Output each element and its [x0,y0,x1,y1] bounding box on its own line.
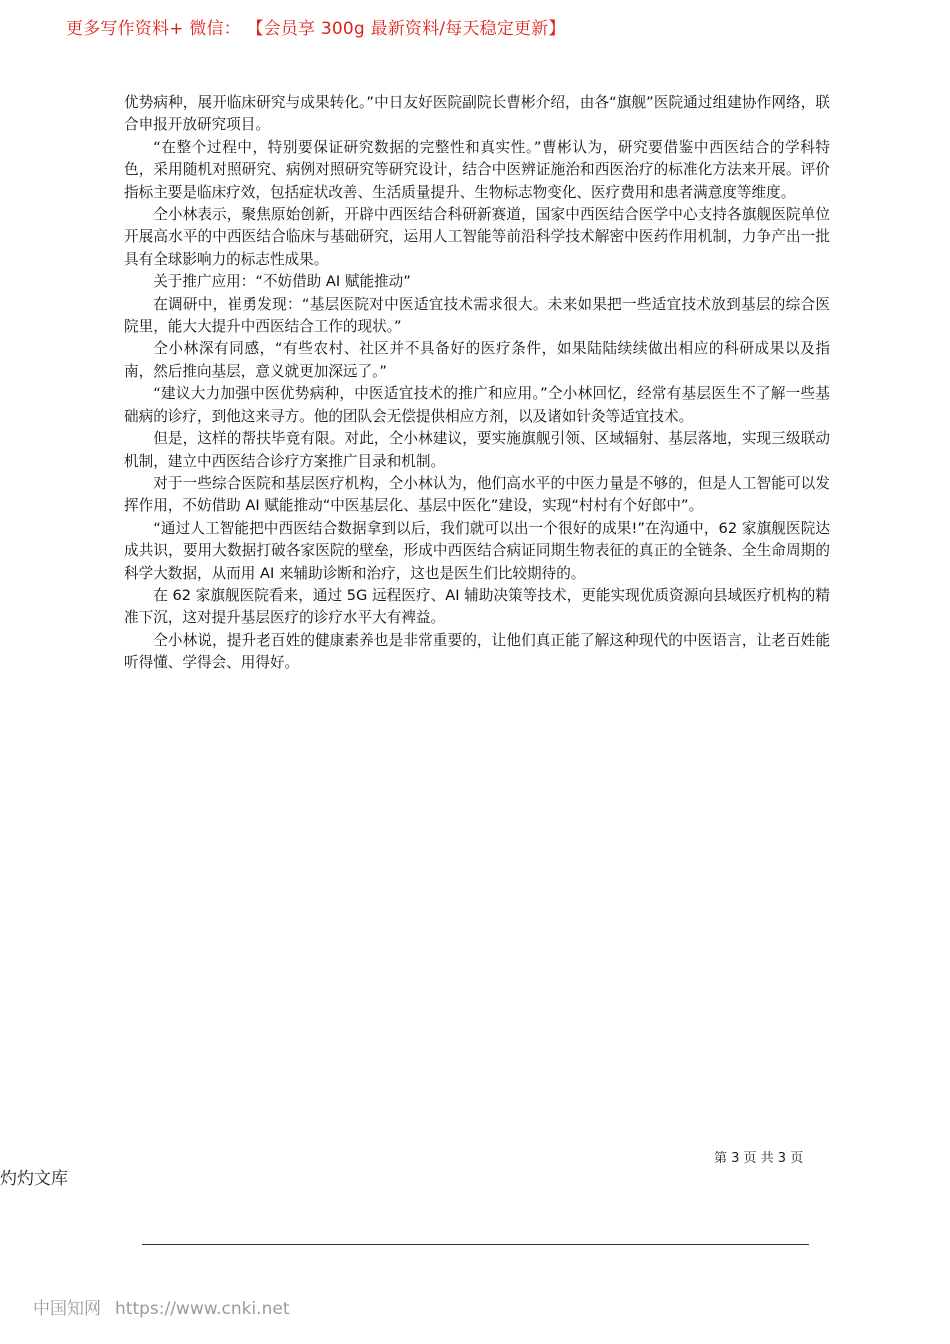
paragraph: 优势病种，展开临床研究与成果转化。”中日友好医院副院长曹彬介绍，由各“旗舰”医院通过组建协作网络，联合申报开放研究项目。 [124,94,830,134]
paragraph: 在调研中，崔勇发现：“基层医院对中医适宜技术需求很大。未来如果把一些适宜技术放到基层的综合医院里，能大大提升中西医结合工作的现状。” [124,295,830,336]
watermark-name: 中国知网 [33,1299,101,1319]
article-body [124,92,830,675]
section-heading: 关于推广应用：“不妨借助 AI 赋能推动” [153,273,411,291]
paragraph: 但是，这样的帮扶毕竟有限。对此，仝小林建议，要实施旗舰引领、区域辐射、基层落地，实现三级联动机制，建立中西医结合诊疗方案推广目录和机制。 [124,430,830,470]
paragraph: 仝小林深有同感，“有些农村、社区并不具备好的医疗条件，如果陆陆续续做出相应的科研成果以及指南，然后推向基层，意义就更加深远了。” [124,340,830,380]
paragraph: 对于一些综合医院和基层医疗机构，仝小林认为，他们高水平的中医力量是不够的，但是人工智能可以发挥作用，不妨借助 AI 赋能推动“中医基层化、基层中医化”建设，实现“村村有个好郎中”。 [124,474,830,515]
paragraph: 仝小林说，提升老百姓的健康素养也是非常重要的，让他们真正能了解这种现代的中医语言，让老百姓能听得懂、学得会、用得好。 [124,631,830,672]
paragraph: 在 62 家旗舰医院看来，通过 5G 远程医疗、AI 辅助决策等技术，更能实现优质资源向县域医疗机构的精准下沉，这对提升基层医疗的诊疗水平大有裨益。 [124,586,830,627]
promo-banner: 更多写作资料+ 微信： 【会员享 300g 最新资料/每天稳定更新】 [66,19,566,39]
paragraph: 仝小林表示，聚焦原始创新，开辟中西医结合科研新赛道，国家中西医结合医学中心支持各旗舰医院单位开展高水平的中西医结合临床与基础研究，运用人工智能等前沿科学技术解密中医药作用机制，力争产出一批具有全球影响力的标志性成果。 [124,206,830,268]
paragraph: “建议大力加强中医优势病种，中医适宜技术的推广和应用。”仝小林回忆，经常有基层医生不了解一些基础病的诊疗，到他这来寻方。他的团队会无偿提供相应方剂，以及诸如针灸等适宜技术。 [124,385,830,425]
watermark-url: https://www.cnki.net [115,1299,290,1319]
paragraph: “在整个过程中，特别要保证研究数据的完整性和真实性。”曹彬认为，研究要借鉴中西医结合的学科特色，采用随机对照研究、病例对照研究等研究设计，结合中医辨证施治和西医治疗的标准化方法来开展。评价指标主要是临床疗效，包括症状改善、生活质量提升、生物标志物变化、医疗费用和患者满意度等维度。 [124,138,830,201]
page-number: 第 3 页 共 3 页 [714,1151,804,1166]
paragraph: “通过人工智能把中西医结合数据拿到以后，我们就可以出一个很好的成果!”在沟通中，62 家旗舰医院达成共识，要用大数据打破各家医院的壁垒，形成中西医结合病证同期生物表征的真正的全链条、全生命周期的科学大数据，从而用 AI 来辅助诊断和治疗，这也是医生们比较期待的。 [124,519,830,582]
site-name: 灼灼文库 [0,1169,68,1189]
cnki-watermark [33,1294,289,1319]
footer-divider [142,1244,809,1245]
